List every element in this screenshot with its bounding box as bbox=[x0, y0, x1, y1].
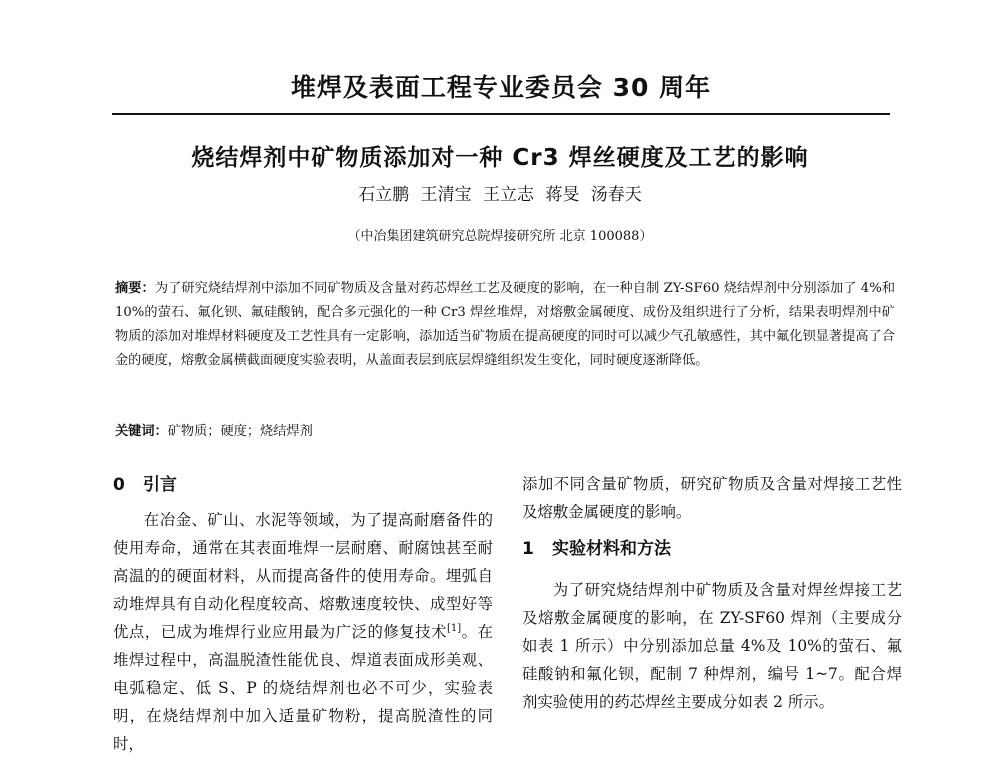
keywords bbox=[115, 422, 895, 442]
citation-ref: [1] bbox=[447, 622, 462, 634]
section-0-number: 0 bbox=[113, 475, 125, 495]
section-0-title: 引言 bbox=[143, 475, 177, 495]
keywords-text: 矿物质；硬度；烧结焊剂 bbox=[167, 424, 313, 439]
affiliation: （中冶集团建筑研究总院焊接研究所 北京 100088） bbox=[347, 229, 653, 244]
intro-continuation: 添加不同含量矿物质，研究矿物质及含量对焊接工艺性及熔敷金属硬度的影响。 bbox=[522, 475, 902, 521]
intro-text-part-2: 。在堆焊过程中，高温脱渣性能优良、焊道表面成形美观、电弧稳定、低 S、P 的烧结焊剂也必不可少，实验表明，在烧结焊剂中加入适量矿物粉，提高脱渣性的同时， bbox=[113, 623, 493, 753]
author-list: 石立鹏 王清宝 王立志 蒋旻 汤春天 bbox=[358, 185, 642, 205]
section-0-heading bbox=[113, 470, 493, 500]
section-1-title: 实验材料和方法 bbox=[552, 539, 671, 559]
section-1-number: 1 bbox=[522, 539, 534, 559]
abstract-text: 为了研究烧结焊剂中添加不同矿物质及含量对药芯焊丝工艺及硬度的影响，在一种自制 ZY-SF60 烧结焊剂中分别添加了 4%和 10%的萤石、氟化钡、氟硅酸钠，配合多元强化的一种 Cr3 焊丝堆焊，对熔敷金属硬度、成份及组织进行了分析，结果表明焊剂中矿物质的添加对堆焊材料硬度及工艺性具有一定影响，添加适当矿物质在提高硬度的同时可以减少气孔敏感性，其中氟化钡显著提高了合金的硬度，熔敷金属横截面硬度实验表明，从盖面表层到底层焊缝组织发生变化，同时硬度逐渐降低。 bbox=[115, 281, 896, 368]
methods-paragraph: 为了研究烧结焊剂中矿物质及含量对焊丝焊接工艺及熔敷金属硬度的影响，在 ZY-SF60 焊剂（主要成分如表 1 所示）中分别添加总量 4%及 10%的萤石、氟硅酸钠和氟化钡，配制 7 种焊剂，编号 1~7。配合焊剂实验使用的药芯焊丝主要成分如表 2 所示。 bbox=[522, 581, 902, 711]
running-header-text: 堆焊及表面工程专业委员会 30 周年 bbox=[290, 73, 712, 102]
section-1-heading bbox=[522, 534, 902, 564]
abstract bbox=[115, 277, 895, 373]
keywords-label: 关键词： bbox=[115, 424, 168, 439]
right-column bbox=[522, 470, 902, 716]
abstract-label: 摘要： bbox=[115, 281, 155, 296]
paper-title: 烧结焊剂中矿物质添加对一种 Cr3 焊丝硬度及工艺的影响 bbox=[191, 145, 809, 171]
intro-paragraph bbox=[113, 506, 493, 758]
intro-text-part-1: 在冶金、矿山、水泥等领域，为了提高耐磨备件的使用寿命，通常在其表面堆焊一层耐磨、耐腐蚀甚至耐高温的的硬面材料，从而提高备件的使用寿命。埋弧自动堆焊具有自动化程度较高、熔敷速度较快、成型好等优点，已成为堆焊行业应用最为广泛的修复技术 bbox=[113, 511, 493, 641]
running-header bbox=[112, 71, 890, 115]
left-column bbox=[113, 470, 493, 758]
